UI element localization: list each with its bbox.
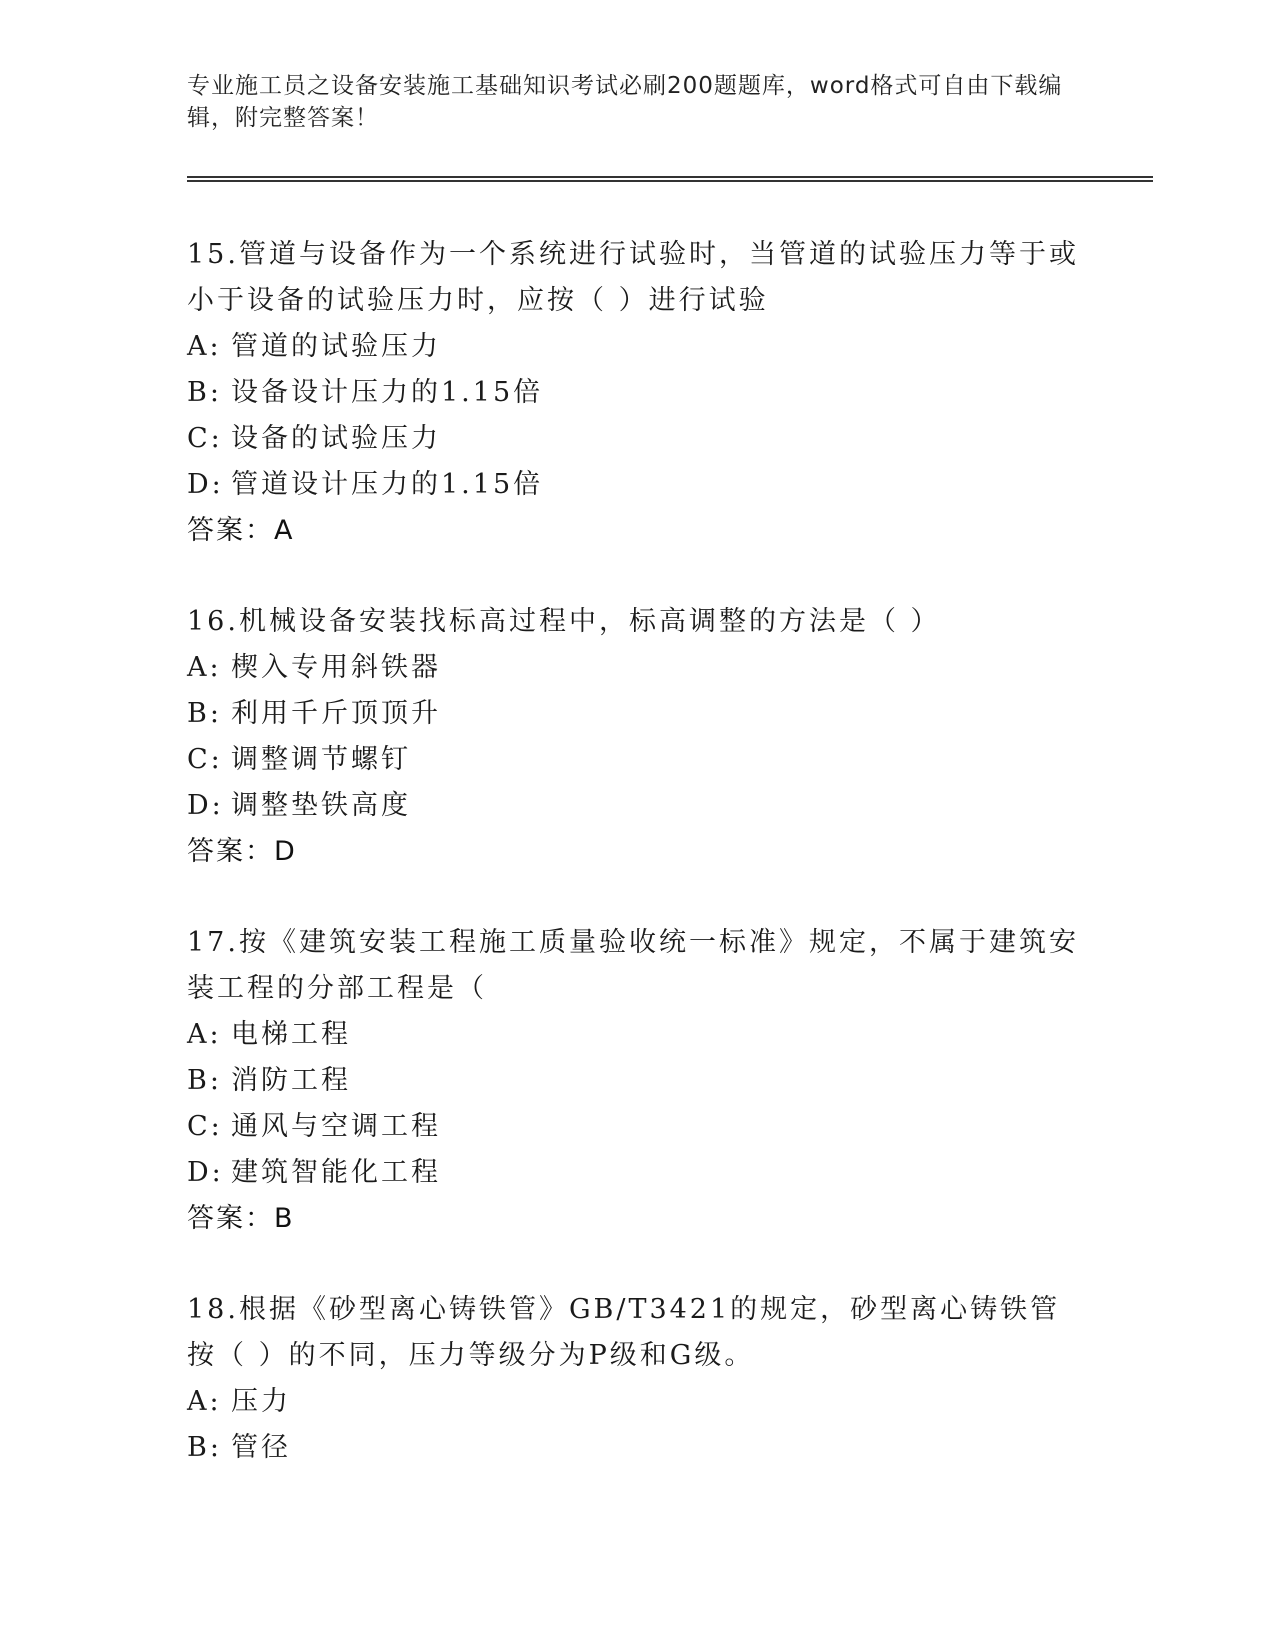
question-stem: 15.管道与设备作为一个系统进行试验时，当管道的试验压力等于或小于设备的试验压力时，应按（ ）进行试验 (187, 239, 1079, 316)
page-header-title: 专业施工员之设备安装施工基础知识考试必刷200题题库，word格式可自由下载编辑，附完整答案！ (187, 73, 1063, 131)
option-d (187, 1150, 1087, 1196)
option-text: 利用千斤顶顶升 (231, 698, 441, 729)
option-key: B: (187, 1432, 222, 1463)
option-text: 建筑智能化工程 (231, 1157, 441, 1188)
option-b (187, 1058, 1087, 1104)
option-text: 消防工程 (231, 1065, 351, 1096)
answer-line: 答案：B (187, 1203, 295, 1234)
option-key: A: (187, 652, 222, 683)
answer-line: 答案：D (187, 836, 297, 867)
option-key: B: (187, 1065, 222, 1096)
option-key: C: (187, 423, 223, 454)
question-stem: 17.按《建筑安装工程施工质量验收统一标准》规定，不属于建筑安装工程的分部工程是（ (187, 927, 1079, 1004)
header-double-rule (187, 176, 1153, 182)
option-text: 压力 (231, 1386, 291, 1417)
question-17 (187, 920, 1087, 1242)
option-a (187, 1379, 1087, 1425)
option-key: B: (187, 698, 222, 729)
option-text: 通风与空调工程 (231, 1111, 441, 1142)
question-15 (187, 232, 1087, 554)
option-text: 设备的试验压力 (231, 423, 441, 454)
option-key: D: (187, 1157, 224, 1188)
question-stem: 16.机械设备安装找标高过程中，标高调整的方法是（ ） (187, 606, 941, 637)
option-key: A: (187, 331, 222, 362)
option-text: 电梯工程 (231, 1019, 351, 1050)
option-text: 楔入专用斜铁器 (231, 652, 441, 683)
option-key: A: (187, 1019, 222, 1050)
option-a (187, 1012, 1087, 1058)
option-c (187, 737, 1087, 783)
option-key: B: (187, 377, 222, 408)
option-a (187, 324, 1087, 370)
question-16 (187, 599, 1087, 875)
option-text: 调整调节螺钉 (231, 744, 411, 775)
option-c (187, 1104, 1087, 1150)
question-list (187, 232, 1087, 1516)
answer-line: 答案：A (187, 515, 295, 546)
option-key: A: (187, 1386, 222, 1417)
question-18 (187, 1287, 1087, 1471)
option-text: 管道的试验压力 (231, 331, 441, 362)
question-stem: 18.根据《砂型离心铸铁管》GB/T3421的规定，砂型离心铸铁管按（ ）的不同，压力等级分为P级和G级。 (187, 1294, 1061, 1371)
option-text: 管道设计压力的1.15倍 (231, 469, 544, 500)
option-text: 设备设计压力的1.15倍 (231, 377, 544, 408)
option-key: D: (187, 790, 224, 821)
option-a (187, 645, 1087, 691)
option-b (187, 691, 1087, 737)
option-text: 调整垫铁高度 (231, 790, 411, 821)
option-key: C: (187, 1111, 223, 1142)
option-b (187, 1425, 1087, 1471)
option-d (187, 783, 1087, 829)
option-key: D: (187, 469, 224, 500)
option-key: C: (187, 744, 223, 775)
option-text: 管径 (231, 1432, 291, 1463)
option-c (187, 416, 1087, 462)
option-d (187, 462, 1087, 508)
option-b (187, 370, 1087, 416)
